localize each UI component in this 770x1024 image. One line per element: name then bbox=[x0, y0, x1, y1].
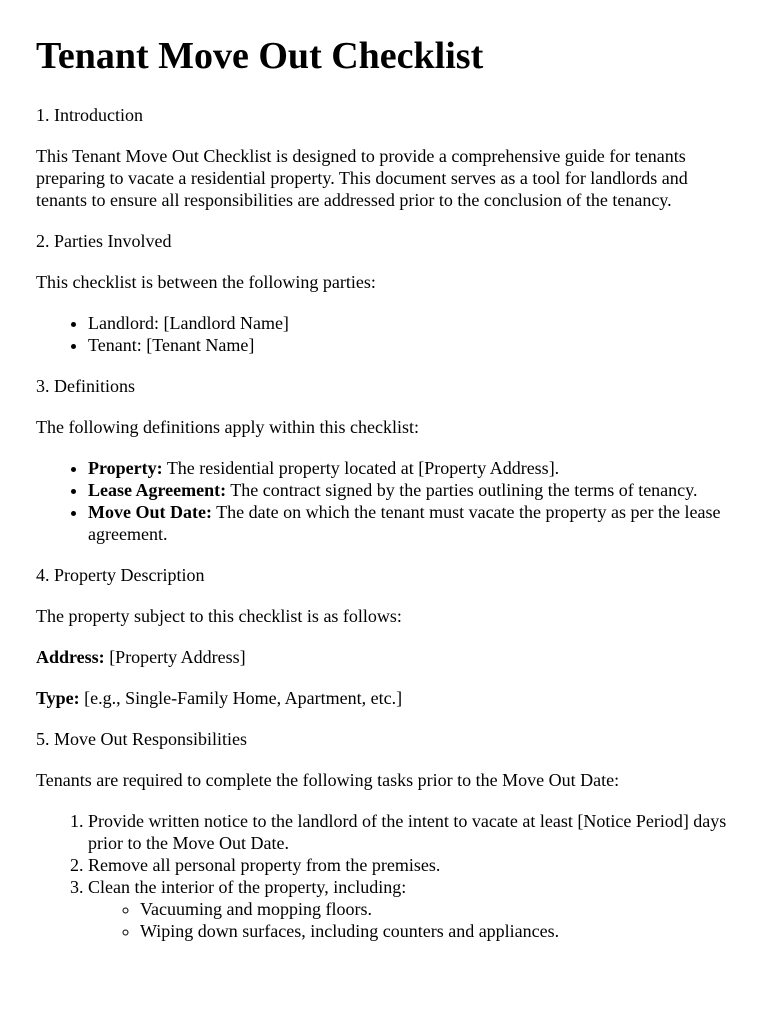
property-paragraph: The property subject to this checklist is as follows: bbox=[36, 606, 402, 626]
definition-term: Lease Agreement: bbox=[88, 480, 227, 500]
section-heading-introduction: 1. Introduction bbox=[36, 105, 143, 125]
definition-move-out-date bbox=[88, 501, 736, 545]
document-title: Tenant Move Out Checklist bbox=[36, 35, 484, 77]
address-label: Address: bbox=[36, 647, 105, 667]
responsibility-remove-property: 2. Remove all personal property from the premises. bbox=[88, 854, 736, 876]
responsibility-notice: 1. Provide written notice to the landlord of the intent to vacate at least [Notice Period] days prior to the Move Out Date. bbox=[88, 810, 736, 854]
section-heading-definitions: 3. Definitions bbox=[36, 376, 135, 396]
section-heading-responsibilities: 5. Move Out Responsibilities bbox=[36, 729, 247, 749]
cleaning-surfaces: ◦ Wiping down surfaces, including counters and appliances. bbox=[140, 920, 736, 942]
section-heading-parties: 2. Parties Involved bbox=[36, 231, 172, 251]
address-value: [Property Address] bbox=[104, 647, 246, 667]
parties-paragraph: This checklist is between the following parties: bbox=[36, 272, 376, 292]
type-value: [e.g., Single-Family Home, Apartment, etc.] bbox=[79, 688, 403, 708]
document-body bbox=[36, 104, 736, 961]
property-address bbox=[36, 646, 736, 668]
definition-text: The contract signed by the parties outlining the terms of tenancy. bbox=[226, 480, 698, 500]
definitions-paragraph: The following definitions apply within this checklist: bbox=[36, 417, 419, 437]
definition-text: The residential property located at [Property Address]. bbox=[162, 458, 560, 478]
definition-property bbox=[88, 457, 736, 479]
section-heading-property-description: 4. Property Description bbox=[36, 565, 205, 585]
party-landlord: • Landlord: [Landlord Name] bbox=[88, 312, 736, 334]
definition-text: The date on which the tenant must vacate the property as per the lease agreement. bbox=[88, 502, 721, 544]
type-label: Type: bbox=[36, 688, 80, 708]
definition-term: Property: bbox=[88, 458, 163, 478]
responsibilities-paragraph: Tenants are required to complete the following tasks prior to the Move Out Date: bbox=[36, 770, 620, 790]
property-type bbox=[36, 687, 736, 709]
definition-term: Move Out Date: bbox=[88, 502, 212, 522]
list-item-text: Clean the interior of the property, including: bbox=[88, 877, 407, 897]
parties-list bbox=[36, 312, 736, 356]
responsibility-clean-interior bbox=[88, 876, 736, 942]
party-tenant: • Tenant: [Tenant Name] bbox=[88, 334, 736, 356]
cleaning-sublist bbox=[88, 898, 736, 942]
introduction-paragraph: This Tenant Move Out Checklist is designed to provide a comprehensive guide for tenants preparing to vacate a residential property. This document serves as a tool for landlords and tenants to ensure all responsibilities are addressed prior to the conclusion of the tenancy. bbox=[36, 146, 688, 210]
responsibilities-list bbox=[36, 810, 736, 942]
definitions-list bbox=[36, 457, 736, 545]
cleaning-floors: ◦ Vacuuming and mopping floors. bbox=[140, 898, 736, 920]
definition-lease-agreement bbox=[88, 479, 736, 501]
